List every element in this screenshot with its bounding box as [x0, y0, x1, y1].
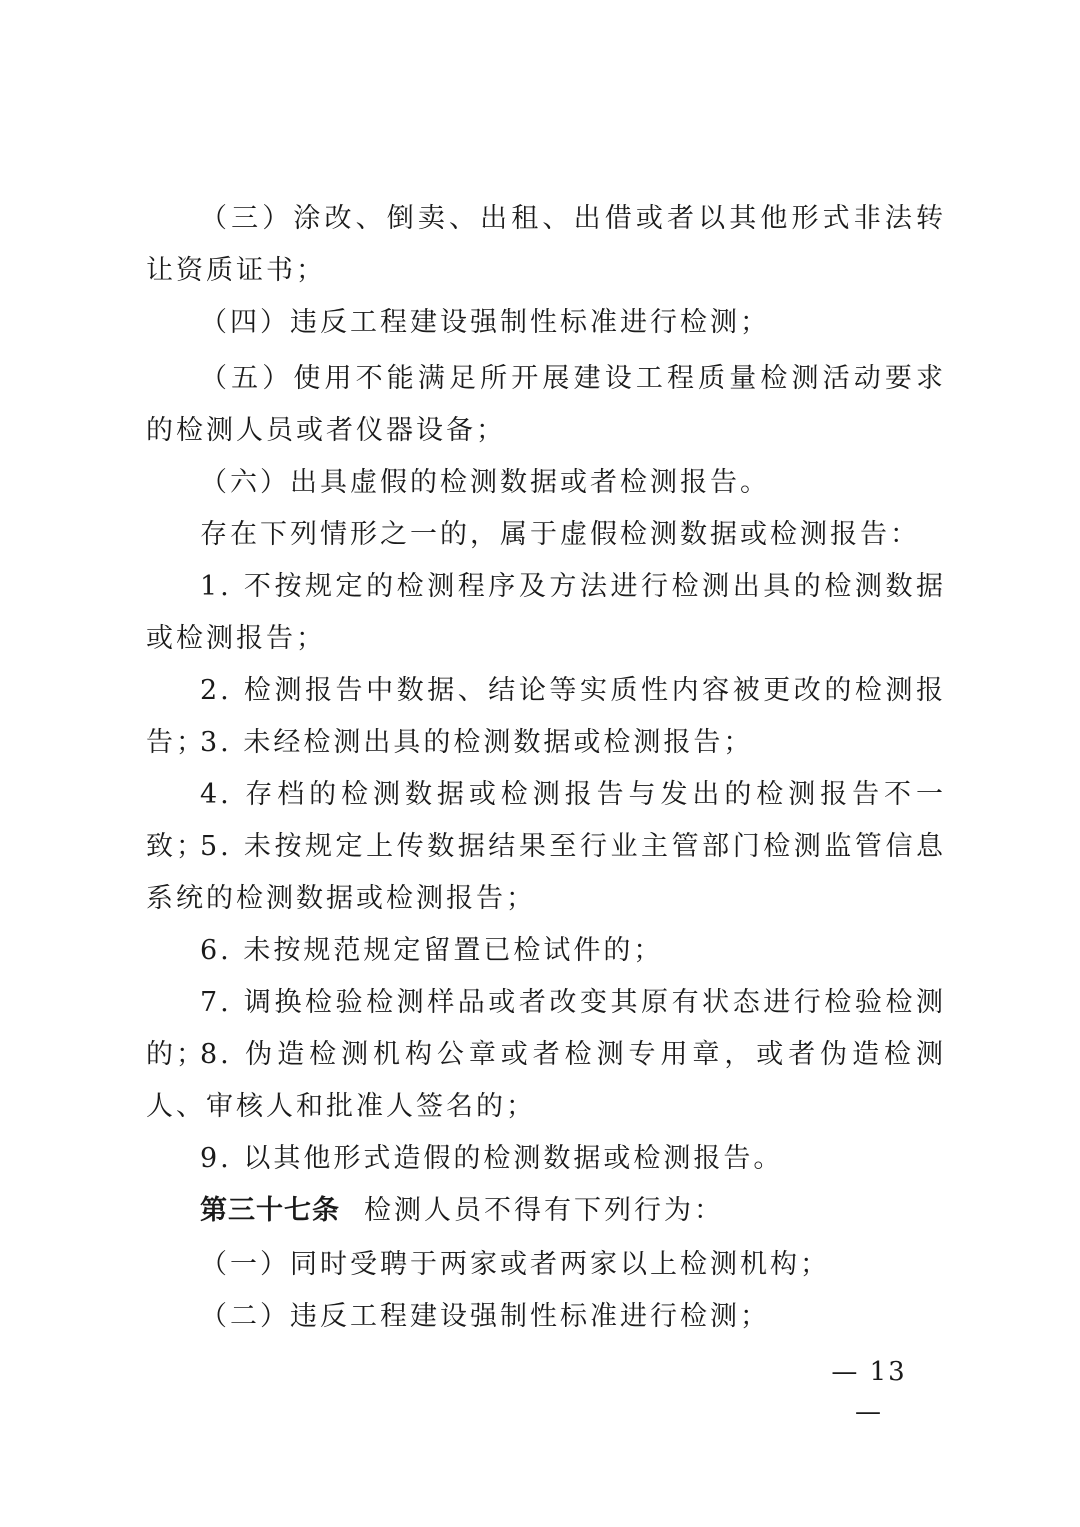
clause-5: （五）使用不能满足所开展建设工程质量检测活动要求的检测人员或者仪器设备； [146, 363, 946, 446]
false-report-item-8: 8. 伪造检测机构公章或者检测专用章，或者伪造检测人、审核人和批准人签名的； [146, 1039, 946, 1122]
clause-3: （三）涂改、倒卖、出租、出借或者以其他形式非法转让资质证书； [146, 203, 946, 286]
false-report-item-4: 4. 存档的检测数据或检测报告与发出的检测报告不一致； [146, 779, 946, 862]
article-heading: 第三十七条 [200, 1195, 340, 1226]
clause-6: （六）出具虚假的检测数据或者检测报告。 [200, 467, 770, 498]
false-report-item-6: 6. 未按规范规定留置已检试件的； [200, 935, 664, 966]
article-37-clause-2: （二）违反工程建设强制性标准进行检测； [200, 1301, 770, 1332]
false-report-item-1: 1. 不按规定的检测程序及方法进行检测出具的检测数据或检测报告； [146, 571, 946, 654]
clause-4: （四）违反工程建设强制性标准进行检测； [200, 307, 770, 338]
article-37-clause-1: （一）同时受聘于两家或者两家以上检测机构； [200, 1249, 830, 1280]
article-text: 检测人员不得有下列行为： [364, 1195, 724, 1226]
false-report-item-7: 7. 调换检验检测样品或者改变其原有状态进行检验检测的； [146, 987, 946, 1070]
false-report-item-3: 3. 未经检测出具的检测数据或检测报告； [200, 727, 754, 758]
false-report-item-5: 5. 未按规定上传数据结果至行业主管部门检测监管信息系统的检测数据或检测报告； [146, 831, 946, 914]
false-report-intro: 存在下列情形之一的，属于虚假检测数据或检测报告： [200, 519, 920, 550]
page-number: — 13 — [831, 1357, 907, 1427]
article-37 [146, 1185, 946, 1237]
false-report-item-9: 9. 以其他形式造假的检测数据或检测报告。 [200, 1143, 784, 1174]
false-report-item-2: 2. 检测报告中数据、结论等实质性内容被更改的检测报告； [146, 675, 946, 758]
